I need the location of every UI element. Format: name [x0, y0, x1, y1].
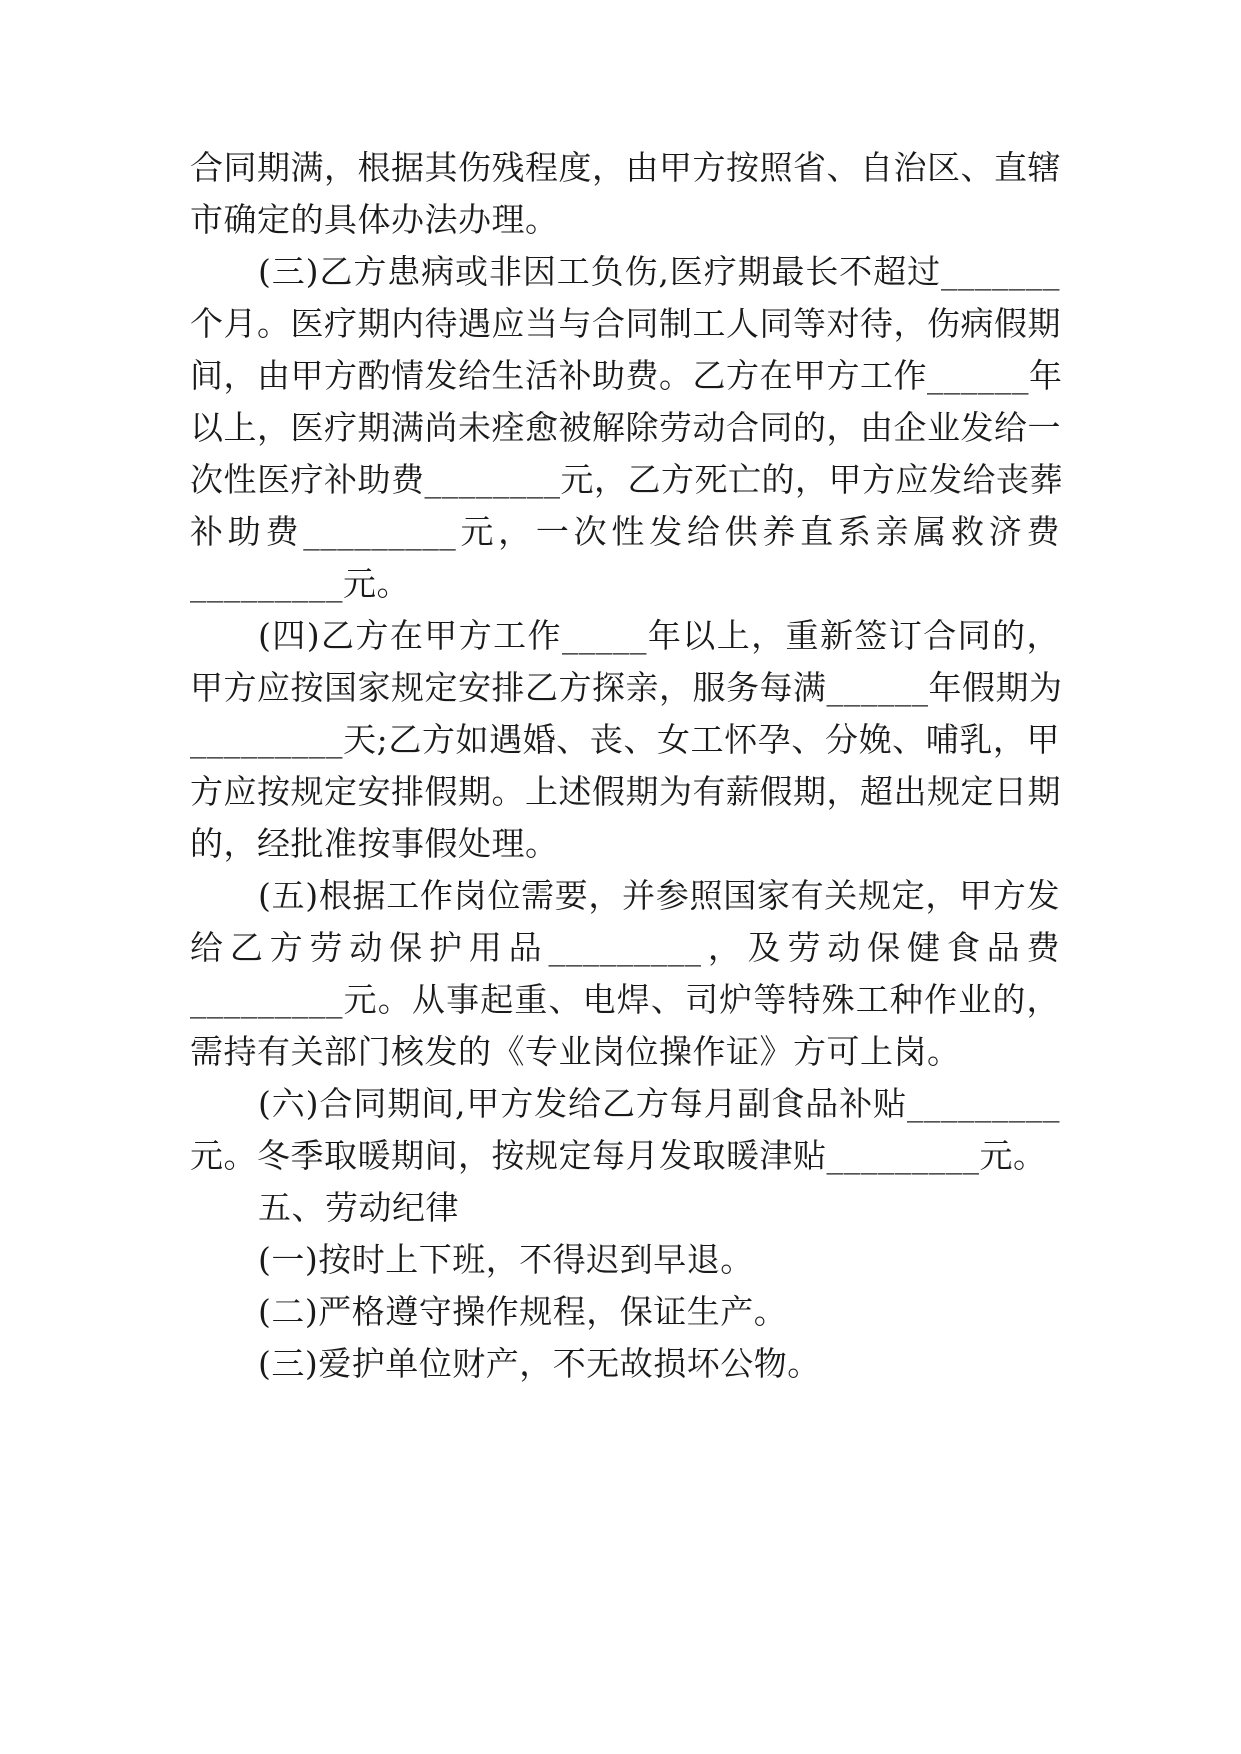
- text-line: 合同期满，根据其伤残程度，由甲方按照省、自治区、直辖: [190, 148, 1061, 187]
- text-line: _________元。: [190, 564, 410, 603]
- text-line: 市确定的具体办法办理。: [190, 200, 559, 239]
- text-line: 个月。医疗期内待遇应当与合同制工人同等对待，伤病假期: [190, 304, 1061, 343]
- text-line: (一)按时上下班，不得迟到早退。: [258, 1240, 754, 1279]
- text-line: 补助费_________元，一次性发给供养直系亲属救济费: [190, 512, 1060, 551]
- text-line: 给乙方劳动保护用品_________，及劳动保健食品费: [190, 928, 1060, 967]
- text-line: 间，由甲方酌情发给生活补助费。乙方在甲方工作______年: [190, 356, 1063, 395]
- text-line: 甲方应按国家规定安排乙方探亲，服务每满______年假期为: [190, 668, 1063, 707]
- text-line: 次性医疗补助费________元，乙方死亡的，甲方应发给丧葬: [190, 460, 1063, 499]
- text-line: _________天;乙方如遇婚、丧、女工怀孕、分娩、哺乳，甲: [190, 720, 1060, 759]
- text-line: (二)严格遵守操作规程，保证生产。: [258, 1292, 788, 1331]
- text-line: 元。冬季取暖期间，按规定每月发取暖津贴_________元。: [190, 1136, 1047, 1175]
- text-line: (五)根据工作岗位需要，并参照国家有关规定，甲方发: [258, 876, 1060, 915]
- section-heading: 五、劳动纪律: [258, 1188, 459, 1227]
- text-line: 方应按规定安排假期。上述假期为有薪假期，超出规定日期: [190, 772, 1061, 811]
- text-line: (三)爱护单位财产，不无故损坏公物。: [258, 1344, 821, 1383]
- text-line: (六)合同期间,甲方发给乙方每月副食品补贴_________: [258, 1084, 1060, 1123]
- text-line: (四)乙方在甲方工作_____年以上，重新签订合同的，: [258, 616, 1060, 655]
- text-line: 需持有关部门核发的《专业岗位操作证》方可上岗。: [190, 1032, 961, 1071]
- text-line: 的，经批准按事假处理。: [190, 824, 559, 863]
- text-line: 以上，医疗期满尚未痊愈被解除劳动合同的，由企业发给一: [190, 408, 1061, 447]
- text-line: _________元。从事起重、电焊、司炉等特殊工种作业的，: [190, 980, 1060, 1019]
- text-line: (三)乙方患病或非因工负伤,医疗期最长不超过_______: [258, 252, 1060, 291]
